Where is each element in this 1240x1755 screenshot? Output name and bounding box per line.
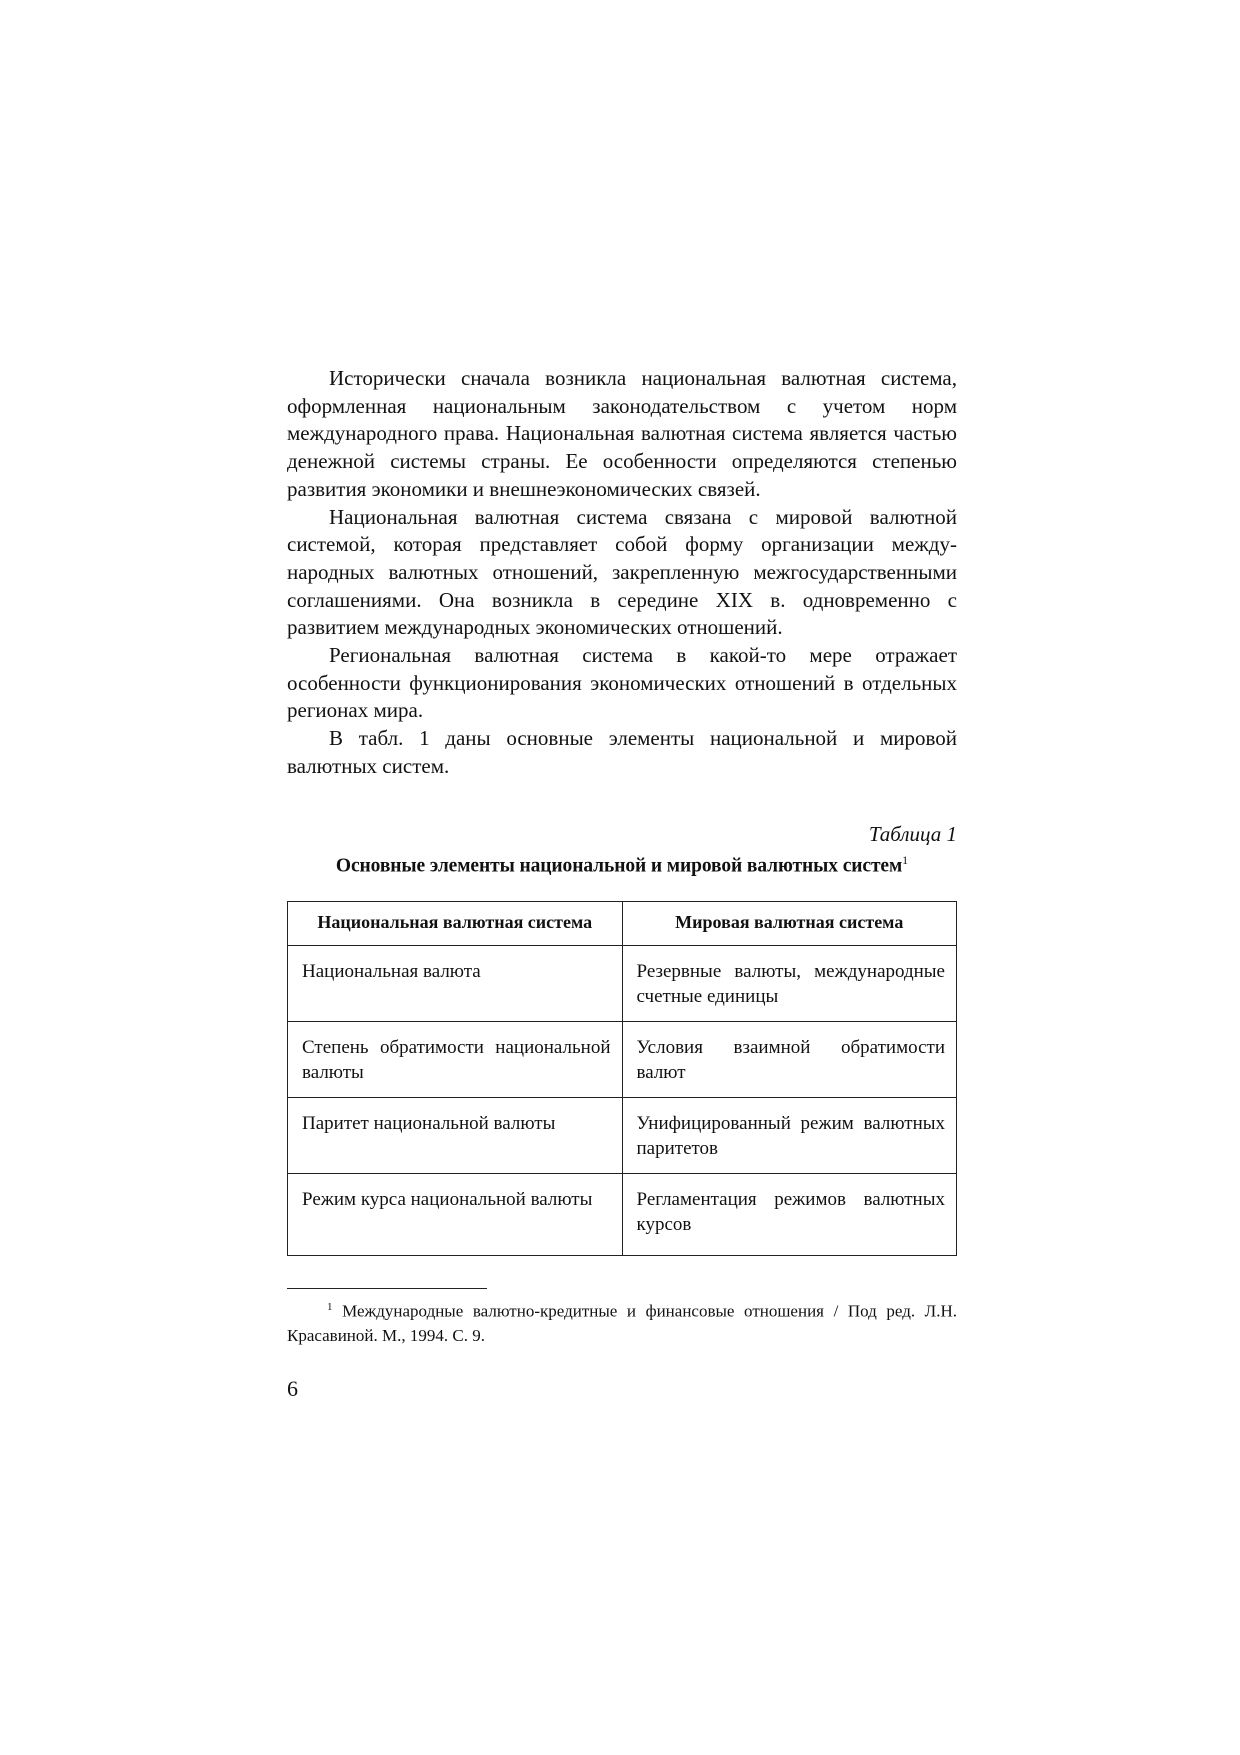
table-cell: Унифицированный режим валютных паритетов — [622, 1098, 957, 1174]
page-number: 6 — [287, 1375, 298, 1401]
paragraph-2: Национальная валютная система связана с мировой валютной системой, которая представляет собой форму организации международных валютных отношений, закрепленную межгосударственными соглашениями. Она возникла в середине XIX в. одновременно с развитием международных экономических отношений. — [287, 504, 957, 640]
table-title-text: Основные элементы национальной и мировой валютных систем — [335, 855, 903, 877]
paragraph-1: Исторически сначала возникла национальная валютная система, оформленная национальным законодательством с учетом норм международного права. Национальная валютная система является частью денежной системы страны. Ее особенности определяются степенью развития экономики и внешнеэкономических связей. — [287, 366, 957, 501]
table-cell: Регламентация режимов валютных курсов — [622, 1174, 957, 1256]
paragraph-3: Региональная валютная система в какой-то мере отражает особенности функционирования экономических отношений в отдельных регионах мира. — [287, 643, 957, 723]
table-title — [287, 847, 957, 880]
footnote-mark: 1 — [327, 1301, 333, 1314]
table-cell: Режим курса национальной валюты — [288, 1174, 623, 1256]
footnote — [287, 1295, 957, 1348]
table-row — [288, 1098, 957, 1174]
table-row — [288, 1174, 957, 1256]
footnote-divider — [287, 1288, 487, 1289]
footnote-text: Международные валютно-кредитные и финансовые отношения / Под ред. Л.Н. Красавиной. М., 1994. С. 9. — [287, 1301, 957, 1345]
table-header-world: Мировая валютная система — [622, 902, 957, 946]
table-cell: Резервные валюты, международные счетные единицы — [622, 946, 957, 1022]
table-cell: Паритет национальной валюты — [288, 1098, 623, 1174]
table-row — [288, 946, 957, 1022]
table-label: Таблица 1 — [868, 821, 957, 846]
table-row — [288, 1022, 957, 1098]
table-cell: Степень обратимости национальной валюты — [288, 1022, 623, 1098]
table-cell: Национальная валюта — [288, 946, 623, 1022]
table-header-national: Национальная валютная система — [288, 902, 623, 946]
paragraph-4: В табл. 1 даны основные элементы национальной и мировой валютных систем. — [287, 726, 957, 778]
table-cell: Условия взаимной обратимости валют — [622, 1022, 957, 1098]
currency-systems-table — [287, 901, 957, 1256]
table-title-footnote-mark: 1 — [902, 852, 909, 867]
table-header-row — [288, 902, 957, 946]
page-body — [287, 365, 957, 1402]
